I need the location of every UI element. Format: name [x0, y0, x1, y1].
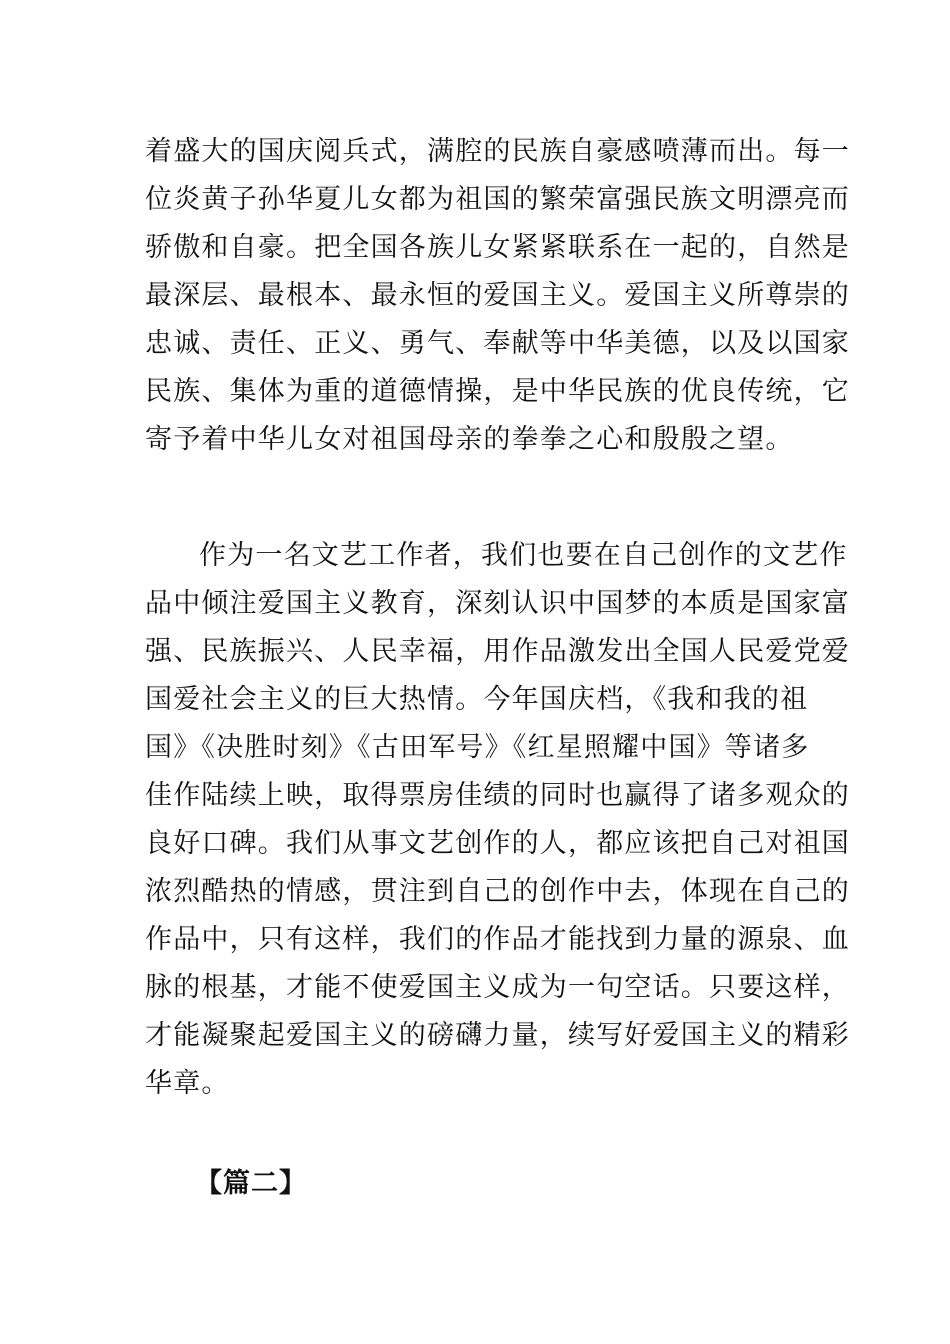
paragraph-line: 国》《决胜时刻》《古田军号》《红星照耀中国》等诸多	[145, 732, 810, 763]
paragraph-line: 脉的根基，才能不使爱国主义成为一句空话。只要这样，	[145, 972, 850, 1003]
paragraph-line: 良好口碑。我们从事文艺创作的人，都应该把自己对祖国	[145, 828, 850, 859]
section-heading: 【篇二】	[195, 1168, 307, 1199]
paragraph-line: 佳作陆续上映，取得票房佳绩的同时也赢得了诸多观众的	[145, 780, 850, 811]
paragraph-line: 寄予着中华儿女对祖国母亲的拳拳之心和殷殷之望。	[145, 424, 794, 455]
paragraph-line: 国爱社会主义的巨大热情。今年国庆档，《我和我的祖	[145, 684, 809, 715]
paragraph-line: 华章。	[145, 1068, 230, 1099]
paragraph-line: 骄傲和自豪。把全国各族儿女紧紧联系在一起的，自然是	[145, 232, 850, 263]
paragraph-line: 才能凝聚起爱国主义的磅礴力量，续写好爱国主义的精彩	[145, 1020, 850, 1051]
paragraph-line: 忠诚、责任、正义、勇气、奉献等中华美德，以及以国家	[145, 328, 850, 359]
paragraph-line: 着盛大的国庆阅兵式，满腔的民族自豪感喷薄而出。每一	[145, 136, 850, 167]
paragraph-line: 位炎黄子孙华夏儿女都为祖国的繁荣富强民族文明漂亮而	[145, 184, 850, 215]
paragraph-line: 作为一名文艺工作者，我们也要在自己创作的文艺作	[199, 540, 848, 571]
paragraph-line: 浓烈酷热的情感，贯注到自己的创作中去，体现在自己的	[145, 876, 850, 907]
paragraph-line: 作品中，只有这样，我们的作品才能找到力量的源泉、血	[145, 924, 850, 955]
paragraph-line: 品中倾注爱国主义教育，深刻认识中国梦的本质是国家富	[145, 588, 850, 619]
paragraph-line: 民族、集体为重的道德情操，是中华民族的优良传统，它	[145, 376, 850, 407]
paragraph-line: 最深层、最根本、最永恒的爱国主义。爱国主义所尊崇的	[145, 280, 850, 311]
paragraph-2	[145, 532, 850, 1108]
paragraph-1	[145, 128, 850, 464]
paragraph-line: 强、民族振兴、人民幸福，用作品激发出全国人民爱党爱	[145, 636, 850, 667]
